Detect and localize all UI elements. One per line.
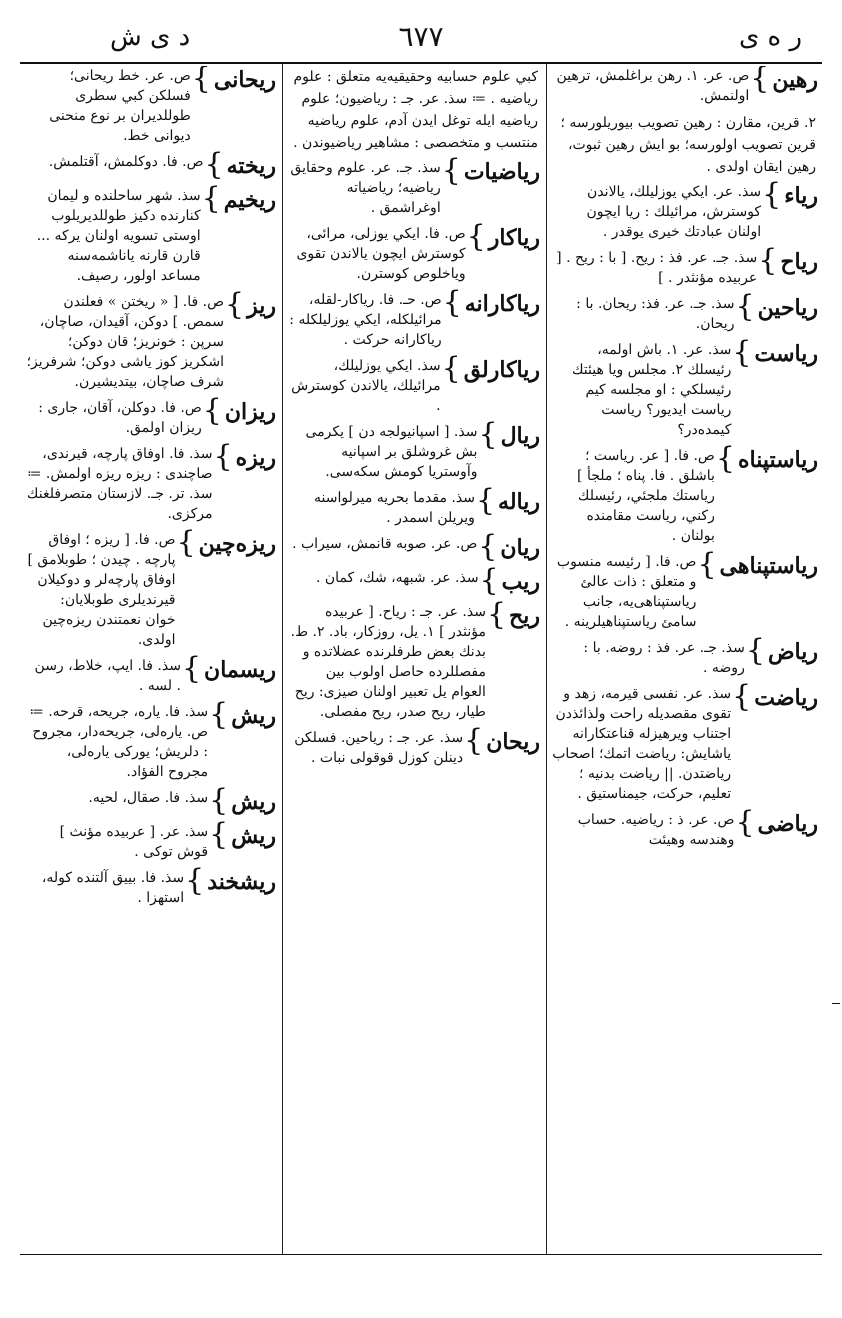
entry-headword: رياست [754,341,818,367]
entry-headword: ريخيم [223,187,276,213]
entry-body [552,684,731,804]
entry-headword: ريحانی [213,67,276,93]
entry-body [26,822,208,862]
entry-definition: ص. فا. [ عر. رياست ؛ باشلق . فا. پناه ؛ ملجأ ] رياستك ملجئي، رئيسلك ركني، رياست مقامنده بولنان . [577,448,715,544]
entry-definition: سذ. عر. جـ : رياحين. فسلكن دينلن كوزل قوقولی نبات . [294,730,464,766]
brace-glyph: } [732,679,752,714]
brace-glyph: } [732,335,752,370]
entry-definition: سذ. فا. بييق آلتنده كوله، استهزا . [41,870,185,906]
brace-glyph: } [185,863,205,898]
dictionary-entry [548,335,822,440]
entry-definition: ص. فا. [ رئيسه منسوب و متعلق : ذات عالئ رياستپناهی‌يه، جانب سامئ رياستپناهيلرينه . [556,554,697,630]
column-left [22,66,280,1252]
entry-definition: سذ. عر. [ عربيده مؤنث ] قوش توكی . [59,824,209,860]
bottom-rule [20,1254,822,1255]
entry-headword: رياضيات [463,159,540,185]
entry-body [552,340,731,440]
entry-definition: سذ. فا. ايپ، خلاط، رسن . لسه . [34,658,181,694]
entry-body [552,248,757,288]
entry-body [288,224,466,284]
brace-glyph: } [202,393,222,428]
entry-headword: رياضت [754,685,818,711]
dictionary-entry [548,177,822,242]
entry-definition: ص. فا. [ ريزه ؛ اوفاق پارچه . چيدن ؛ طوبلامق ] اوفاق پارچه‌لر و دوكيلان قيرندیلری طوبلايان: خوان نعمتندن ريزه‌چين اولدی. [27,532,176,648]
entry-definition: ص. فا. دوكلن، آقان، جاری : ريزان اولمق. [38,400,202,436]
entry-body [26,656,181,696]
dictionary-entry [284,483,544,528]
column-divider-right [546,64,547,1254]
entry-definition: سذ. جـ. عر. فذ : ريح. [ با : ريح . [ عربيده مؤنثدر . ] [556,250,758,286]
brace-glyph: } [209,817,229,852]
entry-body [288,488,475,528]
entry-definition: ص. عر. خط ريحانی؛ فسلكن كبي سطری طوللديران بر نوع منحنی ديوانی خط. [49,68,191,144]
dictionary-entry [22,863,280,908]
entry-body [552,446,715,546]
entry-definition: سذ. فا. صقال، لحيه. [88,790,209,806]
entry-definition: سذ. فا. ياره، جريحه، قرحه. ≕ ص. ياره‌لی، جريحه‌دار، مجروح : دلريش؛ يوركی ياره‌لی، مجروح الفؤاد. [29,704,209,780]
brace-glyph: } [735,289,755,324]
entry-headword: رياض [767,639,818,665]
dictionary-entry [548,805,822,850]
entry-definition: سذ. جـ. عر. فذ : روضه. با : روضه . [583,640,745,676]
dictionary-entry [548,679,822,804]
entry-definition: سذ. ايكي يوزليلك، مرائيلك، يالاندن كوسترش . [291,358,441,414]
entry-body [26,444,212,524]
brace-glyph: } [735,805,755,840]
entry-body [288,158,441,218]
brace-glyph: } [478,529,498,564]
dictionary-entry [22,817,280,862]
brace-glyph: } [209,697,229,732]
entry-body [552,182,761,242]
entry-body [26,66,191,146]
entry-headword: رياستپناهی [719,553,818,579]
brace-glyph: } [486,597,507,632]
dictionary-entry [22,525,280,650]
brace-glyph: } [176,525,196,560]
dictionary-entry [22,147,280,182]
entry-body [288,534,477,554]
entry-headword: ريزه‌چين [198,531,276,557]
brace-glyph: } [204,147,224,182]
brace-glyph: } [715,441,735,476]
entry-body [26,788,208,808]
dictionary-entry [284,597,544,722]
entry-body [26,702,208,782]
dictionary-entry [548,633,822,678]
entry-body [288,602,486,722]
entry-headword: ريب [501,569,540,595]
entry-body [26,292,224,392]
entry-headword: رياضی [757,811,818,837]
dictionary-entry [284,153,544,218]
entry-headword: رياكارلق [463,357,540,383]
entry-definition: ص. فا. [ « ريختن » فعلندن سمص. ] دوكن، آقيدان، صاچان، سرپن : خونريز؛ قان دوكن؛ اشكريز كوز ياشی دوكن؛ شرفريز؛ شرف صاچان، بيتديشيرن. [26,294,225,390]
entry-headword: ريش [231,789,276,815]
brace-glyph: } [209,783,229,818]
dictionary-entry [284,285,544,350]
entry-headword: ريش [231,703,276,729]
entry-headword: رياله [498,489,540,515]
entry-definition: سذ. عر. نفسی قيرمه، زهد و تقوی مقصديله راحت ولذائذدن اجتناب ويرهيزله قناعتكارانه ياشايش: رياضت اتمك؛ اصحاب رياضتدن. || رياضت بدنيه ؛ تعليم، حركت، جيمناستيق . [552,686,732,802]
entry-definition: سذ. عر. ايكي يوزليلك، يالاندن كوسترش، مرائيلك : ريا ايچون اولنان عبادتك خيری يوقدر . [586,184,762,240]
entry-headword: رياكارانه [464,291,540,317]
entry-definition: ص. فا. ايكي يوزلی، مرائی، كوسترش ايچون يالاندن تقوی وياخلوص كوسترن. [296,226,466,282]
dictionary-entry [548,243,822,288]
brace-glyph: } [750,66,770,96]
dictionary-entry [548,66,822,106]
header-left-guide: د ی ش [110,22,191,52]
entry-headword: ريان [500,535,540,561]
entry-body [26,186,201,286]
entry-body [26,398,202,438]
entry-headword: رياستپناه [737,447,818,473]
brace-glyph: } [475,483,496,518]
dictionary-entry [22,651,280,696]
entry-body [552,638,745,678]
entry-definition: ص. عر. ١. رهن براغلمش، ترهين اولنمش. [556,68,750,104]
brace-glyph: } [697,547,717,582]
column-divider-left [282,64,283,1254]
brace-glyph: } [762,177,782,212]
column-right [548,66,822,1252]
dictionary-entry [22,783,280,818]
brace-glyph: } [225,287,245,322]
brace-glyph: } [201,181,221,216]
dictionary-entry [548,547,822,632]
entry-body [552,552,696,632]
entry-headword: ريح [509,603,540,629]
entry-headword: ريال [500,423,540,449]
entry-definition: سذ. فا. اوفاق پارچه، قيرندی، صاچندی : ريزه ريزه اولمش. ≕ سذ. تر. جـ. لازستان متصرفلغنك مركزی. [26,446,213,522]
entry-definition: سذ. مقدما بحريه ميرلواسنه ويريلن اسمدر . [314,490,475,526]
entry-headword: ريحان [486,729,540,755]
entry-definition: سذ. شهر ساحلنده و ليمان كنارنده دكيز طوللديريلوب اوستی تسويه اولنان يركه ... قارن قارنه ياناشمه‌سنه مساعد اولور، رصيف. [36,188,201,284]
margin-tick [832,1003,840,1004]
entry-body [288,568,479,588]
top-rule [20,62,822,64]
entry-body [552,66,749,106]
entry-definition: سذ. عر. شبهه، شك، كمان . [316,570,479,586]
entry-definition: ص. حـ. فا. رياكار-لقله، مرائيلكله، ايكي يوزليلكله : رياكارانه حركت . [289,292,442,348]
dictionary-entry [548,441,822,546]
entry-definition: ص. عر. ذ : رياضيه. حساب وهندسه وهيئت [577,812,735,848]
entry-body [288,422,477,482]
entry-continuation: ٢. قرين، مقارن : رهين تصويب بيوريلورسه ؛ قرين تصويب اولورسه؛ بو ايش رهين ثبوت، رهين ايقان اولدی . [560,115,816,175]
entry-body [552,810,734,850]
dictionary-entry [548,289,822,334]
page-number: ٦٧٧ [398,20,444,53]
entry-body [288,356,441,416]
brace-glyph: } [758,243,778,278]
entry-headword: ريش [231,823,276,849]
entry-definition: سذ. جـ. عر. علوم وحقايق رياضيه؛ رياضياته اوغراشمق . [290,160,441,216]
header-right-guide: ر ه ی [738,22,802,52]
brace-glyph: } [213,439,233,474]
dictionary-entry [284,723,544,768]
entry-continuation: كبي علوم حسابيه وحقيقيه‌يه متعلق : علوم رياضيه . ≕ سذ. عر. جـ : رياضيون؛ علوم رياضيه ايله توغل ايدن آدم، علوم رياضيه منتسب و متخصصی : مشاهير رياضيوندن . [293,69,538,151]
dictionary-entry [284,351,544,416]
entry-body [26,152,204,172]
entry-headword: ريز [247,293,276,319]
entry-headword: رياء [784,183,818,209]
entry-definition: ص. عر. صوبه قانمش، سيراب . [292,536,478,552]
brace-glyph: } [442,285,462,320]
entry-headword: ريسمان [204,657,276,683]
entry-body [288,290,442,350]
brace-glyph: } [745,633,765,668]
column-middle [284,66,544,1252]
brace-glyph: } [181,651,202,686]
entry-headword: ريزه [235,445,276,471]
dictionary-entry [22,697,280,782]
entry-headword: ريشخند [207,869,276,895]
brace-glyph: } [466,219,486,254]
entry-body [288,728,463,768]
dictionary-entry [284,219,544,284]
dictionary-entry [22,393,280,438]
page-header [0,0,842,66]
entry-headword: ريزان [224,399,276,425]
entry-body [26,868,184,908]
dictionary-entry [284,529,544,564]
dictionary-entry [22,287,280,392]
dictionary-entry [22,66,280,146]
entry-body [552,294,734,334]
entry-headword: رياحين [757,295,818,321]
entry-headword: ريخته [226,153,276,179]
brace-glyph: } [478,417,498,452]
entry-definition: سذ. جـ. عر. فذ: ريحان. با : ريحان. [576,296,735,332]
brace-glyph: } [441,153,461,188]
entry-definition: سذ. عر. ١. باش اولمه، رئيسلك ٢. مجلس ويا هيئتك رئيسلكي : او مجلسه كيم رياست ايديور؟ رياست كيمده‌در؟ [572,342,732,438]
brace-glyph: } [464,723,484,758]
brace-glyph: } [479,563,499,598]
entry-headword: رياكار [488,225,540,251]
dictionary-entry [284,563,544,598]
entry-headword: رهين [772,67,818,93]
brace-glyph: } [191,66,211,96]
entry-definition: سذ. [ اسپانيولجه دن ] يكرمی بش غروشلق بر اسپانيه وآوستريا كومش سكه‌سی. [305,424,478,480]
entry-definition: ص. فا. دوكلمش، آقتلمش. [48,154,204,170]
dictionary-entry [284,417,544,482]
dictionary-entry [22,181,280,286]
entry-body [26,530,176,650]
brace-glyph: } [441,351,461,386]
entry-headword: رياح [780,249,818,275]
dictionary-entry [22,439,280,524]
entry-definition: سذ. عر. جـ : رياح. [ عربيده مؤنثدر ] ١. يل، روزكار، باد. ٢. ط. بدنك بعض طرفلرنده عضلاتده و مفصللرده حاصل اولوب بين العوام يل تعبير اولنان صيزی: ريح طيار، ريح صدر، ريح مفصلی. [290,604,486,720]
